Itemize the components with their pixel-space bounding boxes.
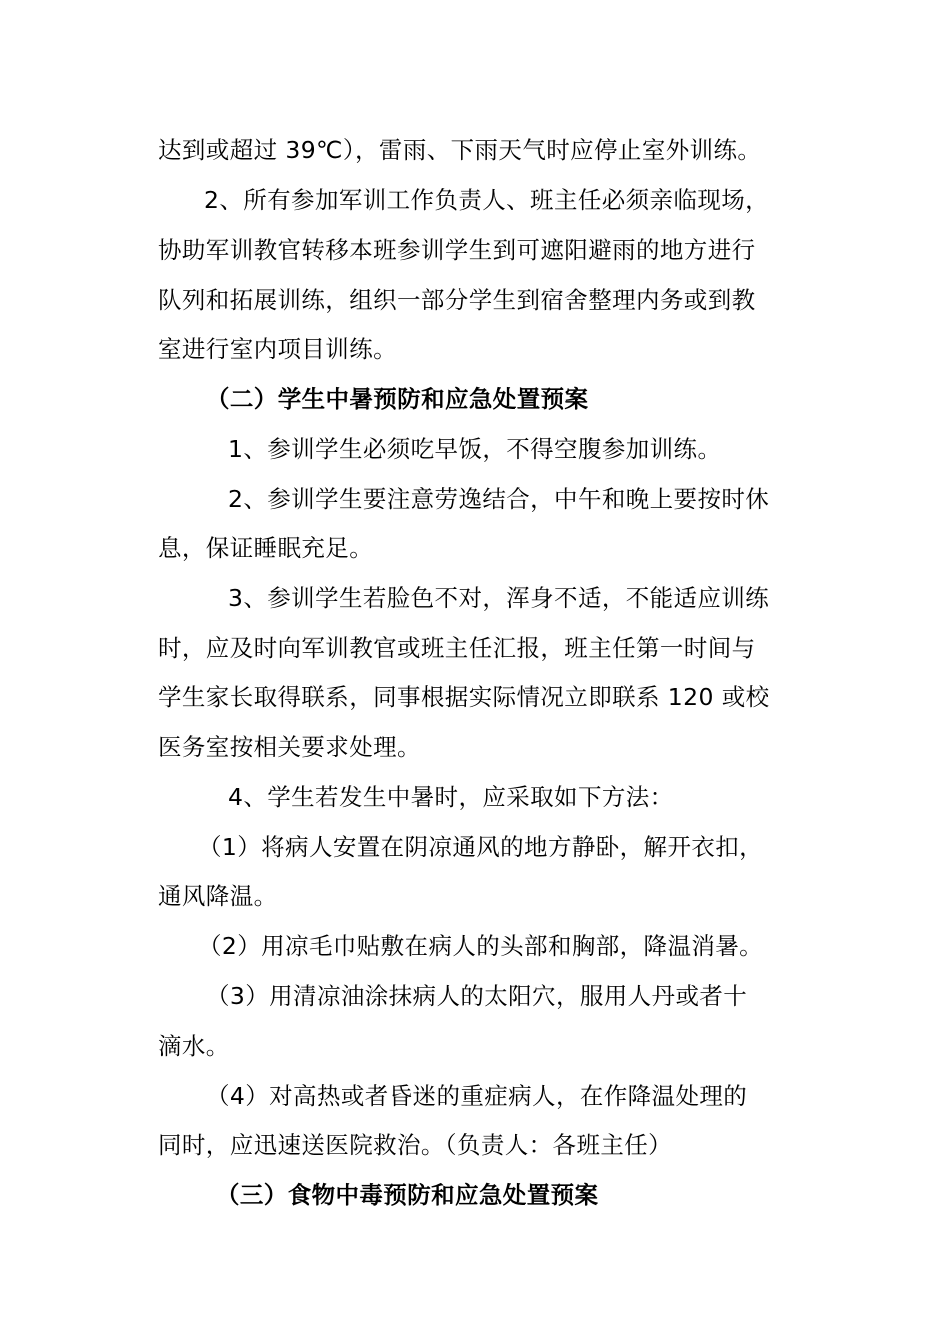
- paragraph-line: 队列和拓展训练，组织一部分学生到宿舍整理内务或到教: [158, 286, 756, 314]
- paragraph-line: 同时，应迅速送医院救治。（负责人：各班主任）: [158, 1131, 673, 1159]
- paragraph-line: 2、参训学生要注意劳逸结合，中午和晚上要按时休: [228, 485, 770, 513]
- paragraph-line: 滴水。: [158, 1032, 230, 1060]
- paragraph-line: 学生家长取得联系，同事根据实际情况立即联系 120 或校: [158, 683, 770, 711]
- paragraph-line: 时，应及时向军训教官或班主任汇报，班主任第一时间与: [158, 634, 756, 662]
- section-heading: （二）学生中暑预防和应急处置预案: [206, 385, 589, 413]
- paragraph-line: 3、参训学生若脸色不对，浑身不适，不能适应训练: [228, 584, 770, 612]
- paragraph-line: 息，保证睡眠充足。: [158, 534, 374, 562]
- paragraph-line: （2）用凉毛巾贴敷在病人的头部和胸部，降温消暑。: [198, 932, 764, 960]
- paragraph-line: 通风降温。: [158, 882, 278, 910]
- paragraph-line: 1、参训学生必须吃早饭，不得空腹参加训练。: [228, 435, 722, 463]
- paragraph-line: 2、所有参加军训工作负责人、班主任必须亲临现场，: [204, 186, 770, 214]
- paragraph-line: 协助军训教官转移本班参训学生到可遮阳避雨的地方进行: [158, 236, 756, 264]
- paragraph-line: 医务室按相关要求处理。: [158, 733, 421, 761]
- paragraph-line: 4、学生若发生中暑时，应采取如下方法：: [228, 783, 674, 811]
- paragraph-line: （3）用清凉油涂抹病人的太阳穴，服用人丹或者十: [206, 982, 748, 1010]
- paragraph-line: （4）对高热或者昏迷的重症病人，在作降温处理的: [206, 1082, 748, 1110]
- paragraph-line: 室进行室内项目训练。: [158, 335, 397, 363]
- paragraph-line: （1）将病人安置在阴凉通风的地方静卧，解开衣扣，: [198, 833, 764, 861]
- section-heading: （三）食物中毒预防和应急处置预案: [216, 1181, 599, 1209]
- paragraph-line: 达到或超过 39℃），雷雨、下雨天气时应停止室外训练。: [158, 136, 762, 164]
